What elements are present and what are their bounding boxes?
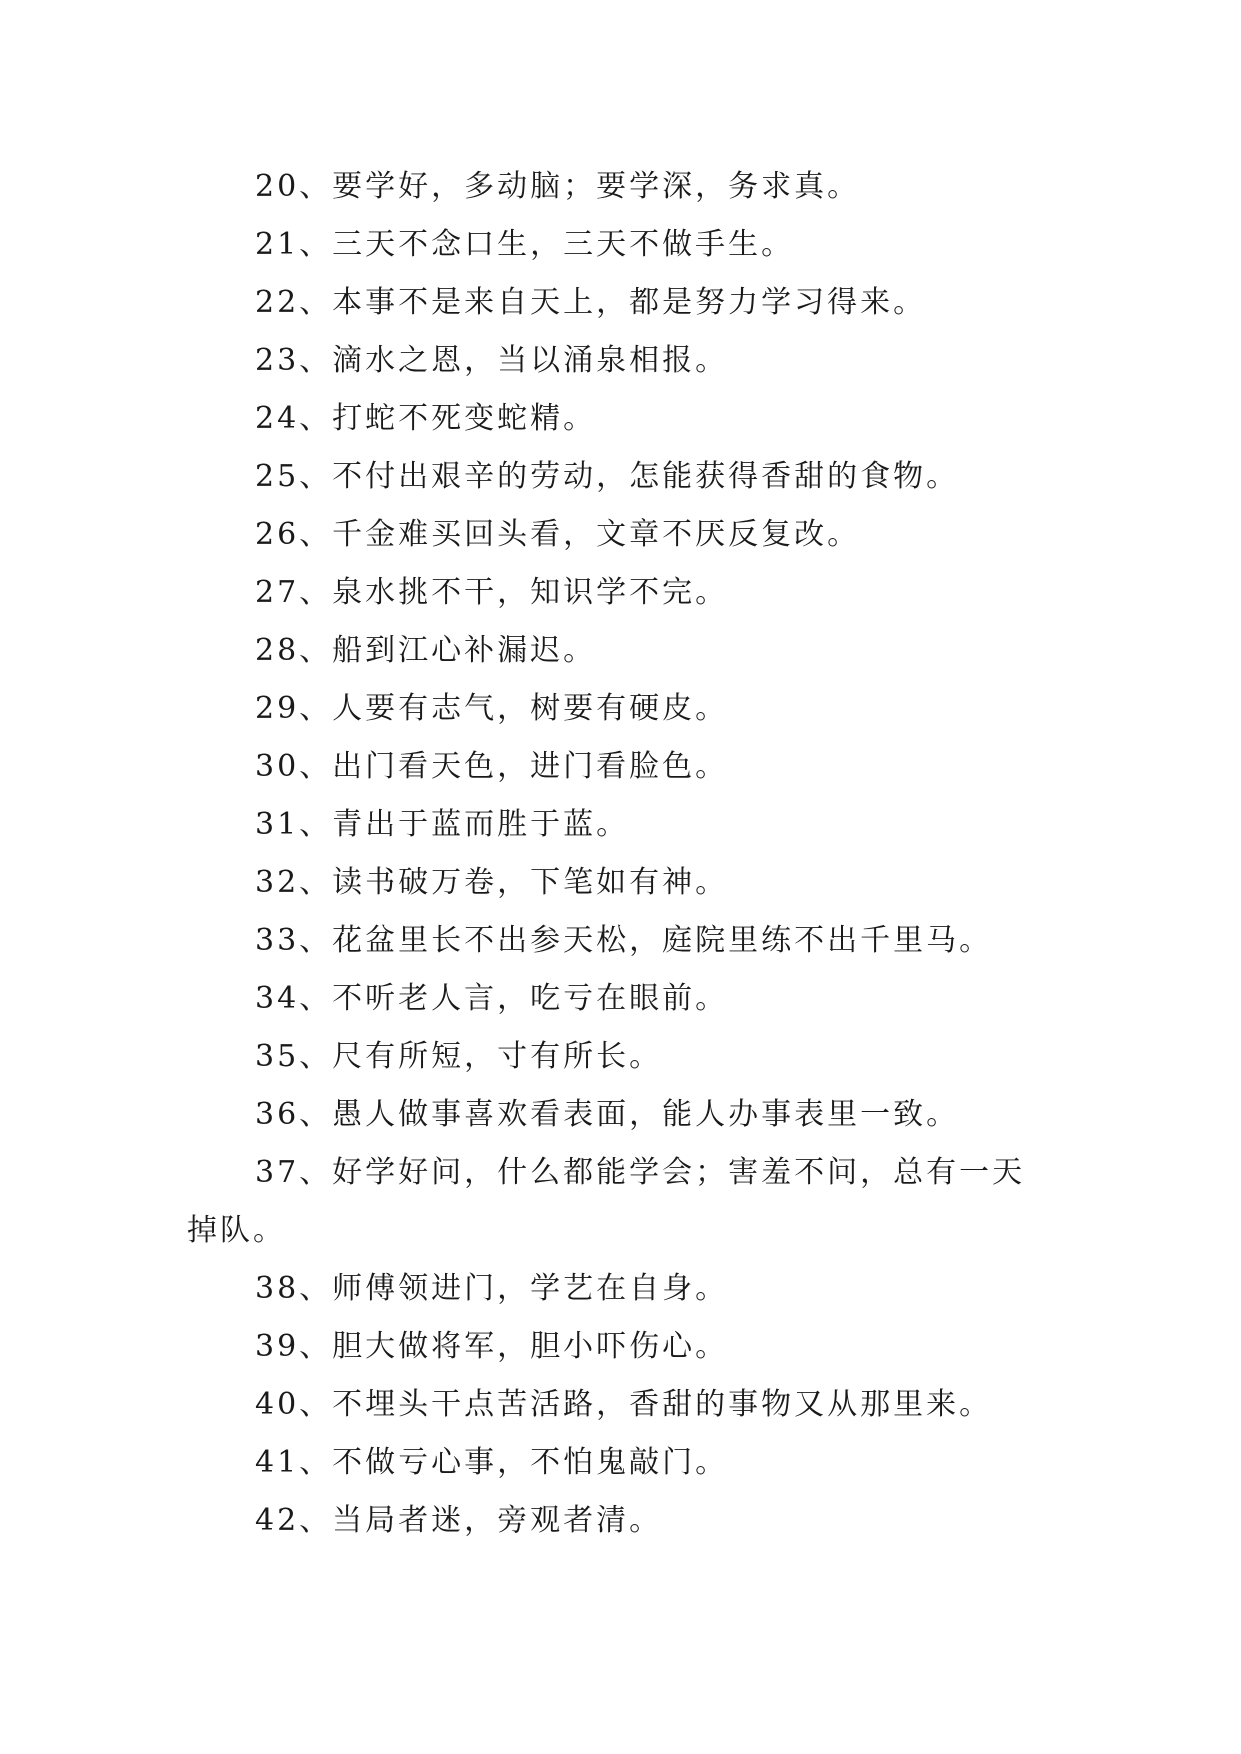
list-item: 28、船到江心补漏迟。 xyxy=(255,633,597,668)
list-item: 26、千金难买回头看，文章不厌反复改。 xyxy=(255,517,861,552)
list-item: 30、出门看天色，进门看脸色。 xyxy=(255,749,729,784)
list-item: 33、花盆里长不出参天松，庭院里练不出千里马。 xyxy=(255,923,993,958)
list-item: 36、愚人做事喜欢看表面，能人办事表里一致。 xyxy=(255,1097,960,1132)
list-item: 29、人要有志气，树要有硬皮。 xyxy=(255,691,729,726)
list-item: 32、读书破万卷，下笔如有神。 xyxy=(255,865,729,900)
list-item: 24、打蛇不死变蛇精。 xyxy=(255,401,597,436)
list-item: 23、滴水之恩，当以涌泉相报。 xyxy=(255,343,729,378)
list-item: 27、泉水挑不干，知识学不完。 xyxy=(255,575,729,610)
list-item: 39、胆大做将军，胆小吓伤心。 xyxy=(255,1329,729,1364)
list-item: 42、当局者迷，旁观者清。 xyxy=(255,1503,663,1538)
list-item: 37、好学好问，什么都能学会；害羞不问，总有一天掉队。 xyxy=(187,1155,1026,1248)
list-item: 20、要学好，多动脑；要学深，务求真。 xyxy=(255,169,861,204)
list-item: 34、不听老人言，吃亏在眼前。 xyxy=(255,981,729,1016)
list-item: 40、不埋头干点苦活路，香甜的事物又从那里来。 xyxy=(255,1387,993,1422)
list-item: 35、尺有所短，寸有所长。 xyxy=(255,1039,663,1074)
list-item: 25、不付出艰辛的劳动，怎能获得香甜的食物。 xyxy=(255,459,960,494)
list-item: 38、师傅领进门，学艺在自身。 xyxy=(255,1271,729,1306)
list-item: 21、三天不念口生，三天不做手生。 xyxy=(255,227,795,262)
list-item: 31、青出于蓝而胜于蓝。 xyxy=(255,807,630,842)
proverb-list xyxy=(187,158,1057,1550)
list-item: 22、本事不是来自天上，都是努力学习得来。 xyxy=(255,285,927,320)
list-item: 41、不做亏心事，不怕鬼敲门。 xyxy=(255,1445,729,1480)
